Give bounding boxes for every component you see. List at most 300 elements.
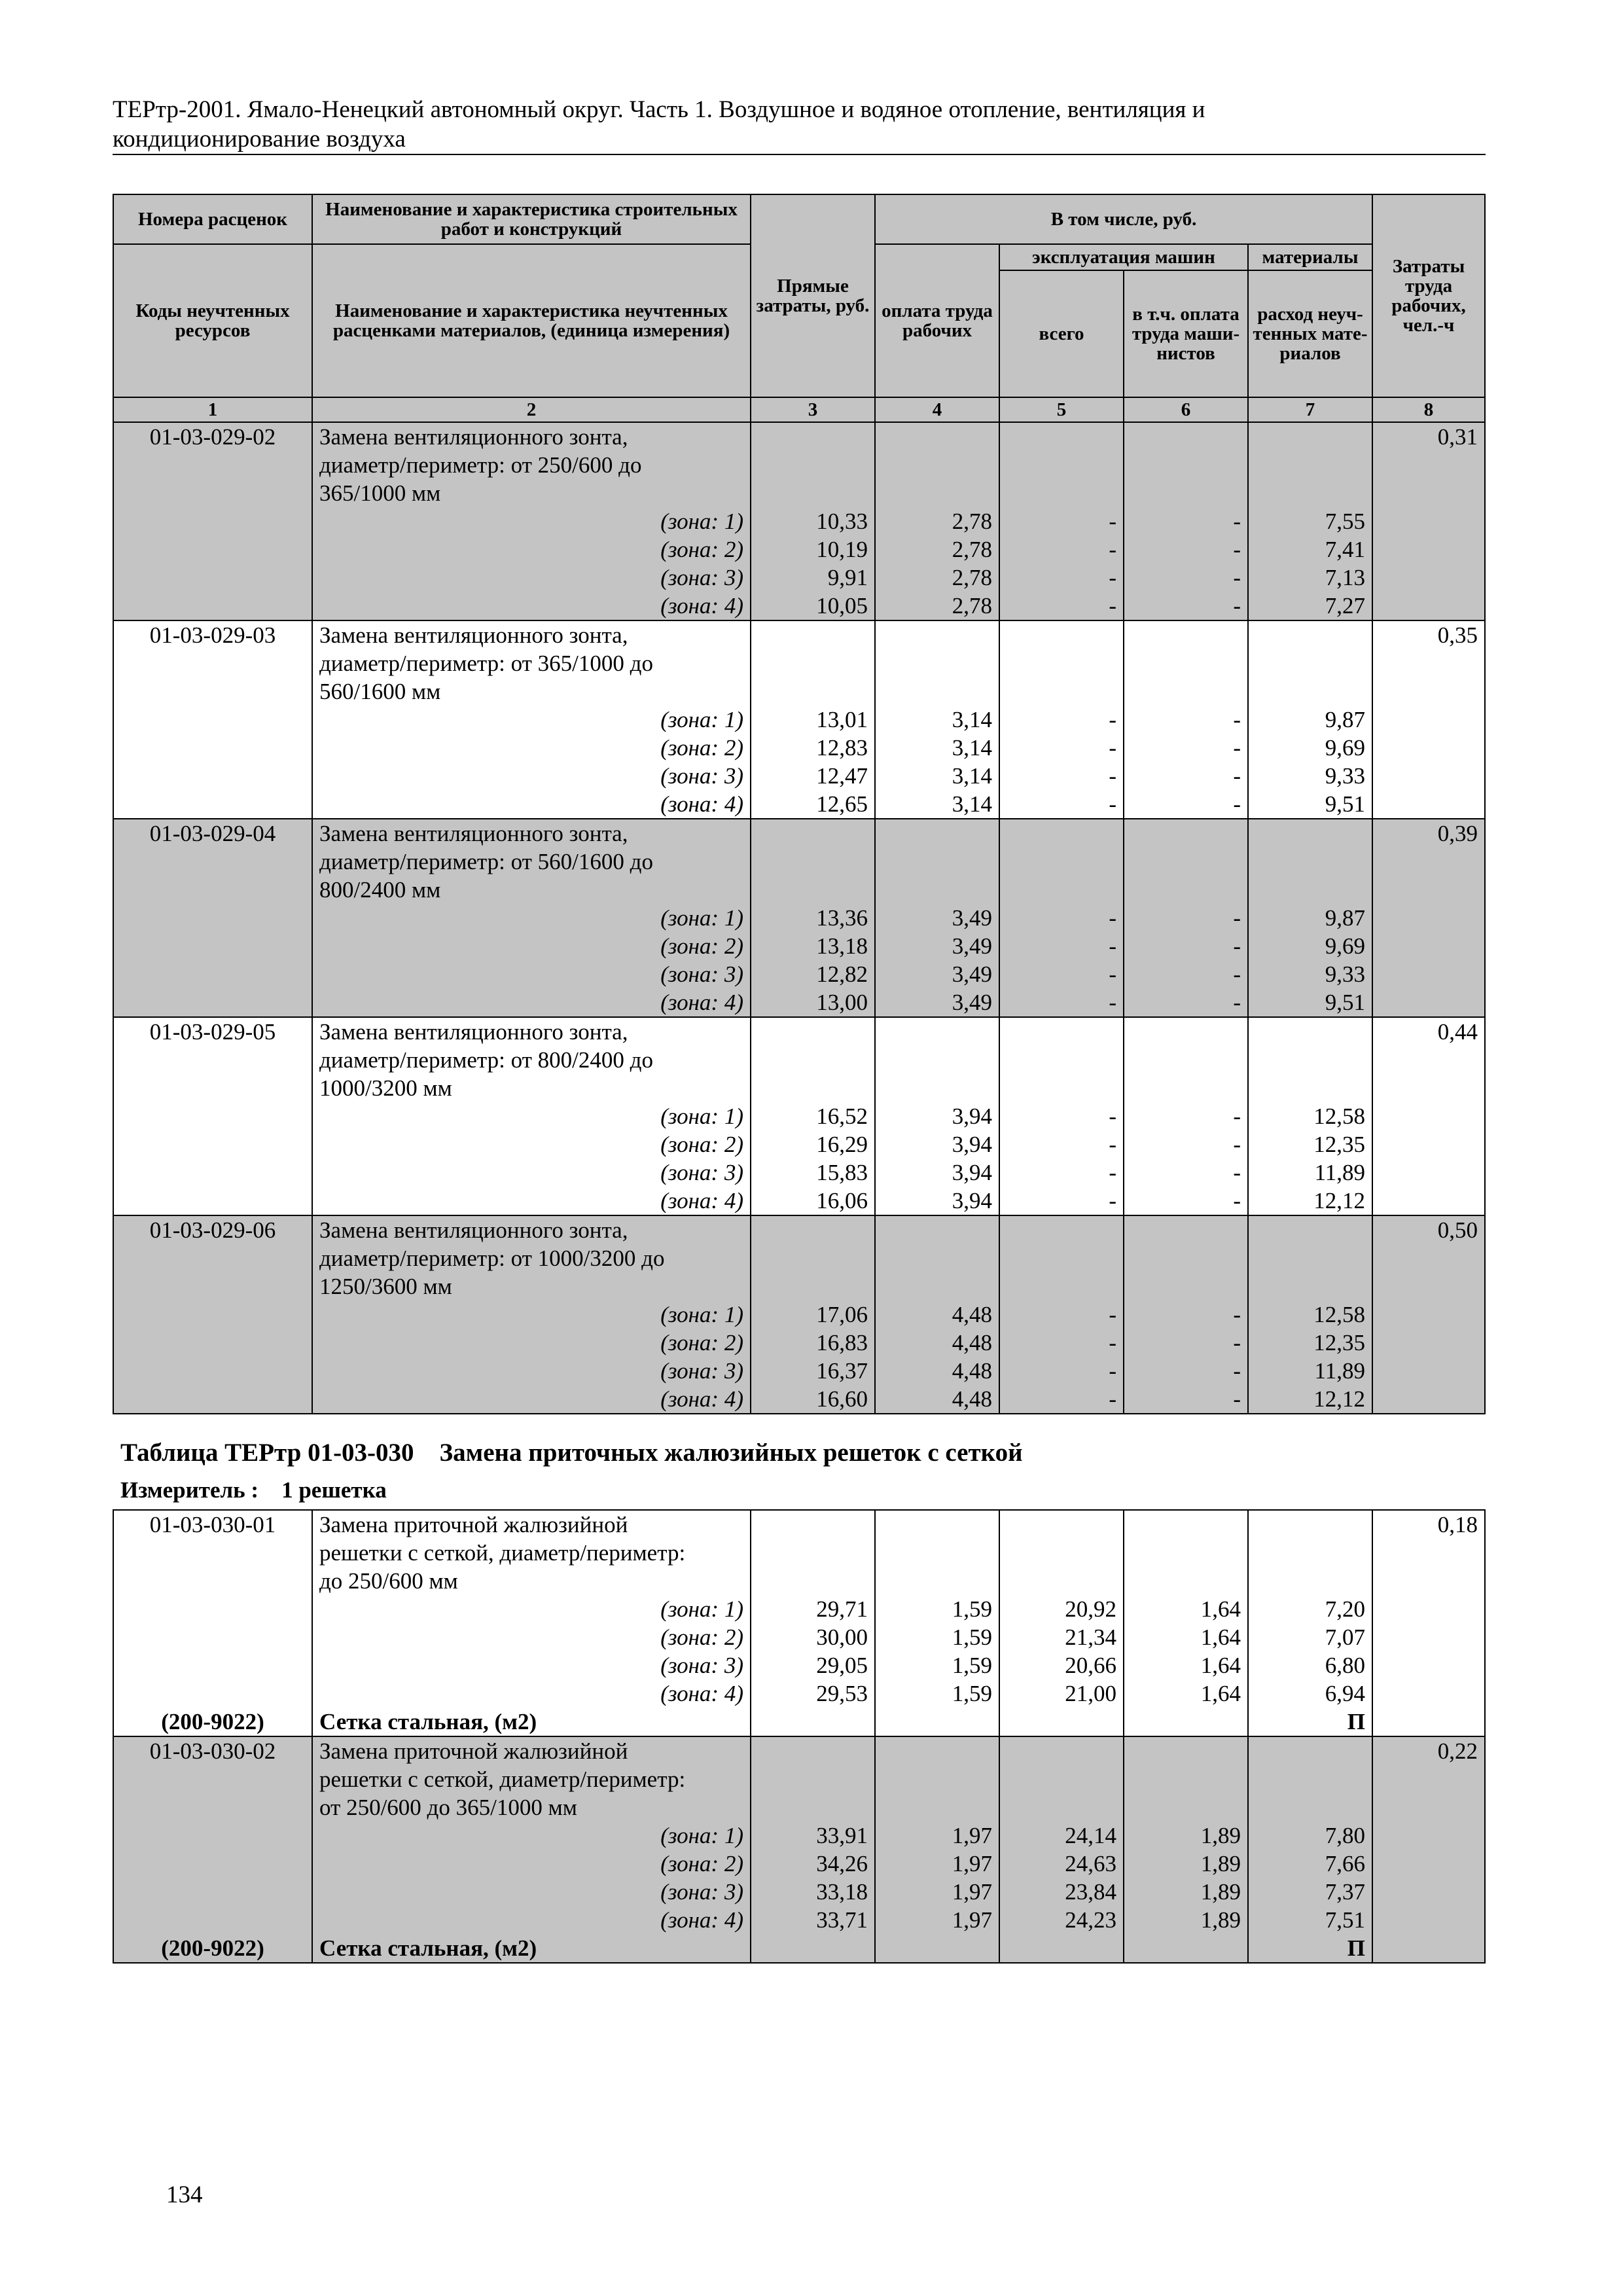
table-cell <box>1372 1623 1485 1651</box>
table-cell <box>1372 1595 1485 1623</box>
direct-cost: 30,00 <box>751 1623 875 1651</box>
table-cell <box>1372 592 1485 620</box>
table-cell <box>1372 1765 1485 1793</box>
workers-pay: 3,49 <box>875 904 999 932</box>
table-cell <box>113 1651 312 1679</box>
table-body <box>113 1510 1485 1963</box>
table-cell <box>999 1736 1124 1765</box>
zone-label: (зона: 3) <box>312 1357 751 1385</box>
direct-cost: 33,71 <box>751 1906 875 1934</box>
zone-label: (зона: 4) <box>312 988 751 1017</box>
workers-pay: 3,14 <box>875 762 999 790</box>
page-header <box>113 95 1486 155</box>
table-cell <box>1372 649 1485 677</box>
table-cell <box>1372 1567 1485 1595</box>
table-cell <box>1372 1708 1485 1736</box>
table-cell <box>113 1850 312 1878</box>
table-cell <box>1372 1850 1485 1878</box>
rate-name: Замена вентиляционного зонта, <box>312 422 751 451</box>
zone-label: (зона: 3) <box>312 960 751 988</box>
table-cell <box>1372 1300 1485 1329</box>
zone-label: (зона: 2) <box>312 1623 751 1651</box>
table-cell <box>113 904 312 932</box>
table-row <box>113 1793 1485 1821</box>
direct-cost: 13,00 <box>751 988 875 1017</box>
materials-cost: 9,33 <box>1248 762 1372 790</box>
table-cell <box>113 988 312 1017</box>
machine-cost: - <box>999 535 1124 564</box>
zone-row <box>113 790 1485 819</box>
machine-cost: - <box>999 507 1124 535</box>
direct-cost: 29,05 <box>751 1651 875 1679</box>
table-cell <box>751 422 875 451</box>
machine-cost: - <box>999 1385 1124 1414</box>
table-cell <box>1124 1736 1248 1765</box>
materials-cost: 12,35 <box>1248 1130 1372 1158</box>
direct-cost: 33,18 <box>751 1878 875 1906</box>
table-cell <box>999 876 1124 904</box>
zone-row <box>113 1300 1485 1329</box>
table-cell <box>1372 1539 1485 1567</box>
direct-cost: 13,36 <box>751 904 875 932</box>
labor-cost: 0,31 <box>1372 422 1485 451</box>
table-title: Таблица ТЕРтр 01-03-030 Замена приточных жалюзийных решеток с сеткой <box>120 1439 1023 1467</box>
table-cell <box>751 1793 875 1821</box>
header-resource-codes: Коды неучтенных ресурсов <box>113 244 312 397</box>
workers-pay: 1,97 <box>875 1906 999 1934</box>
materials-cost: 12,35 <box>1248 1329 1372 1357</box>
machinist-pay: - <box>1124 1187 1248 1215</box>
workers-pay: 1,59 <box>875 1651 999 1679</box>
table-cell <box>1372 706 1485 734</box>
table-cell <box>1248 451 1372 479</box>
table-cell <box>1248 1539 1372 1567</box>
zone-label: (зона: 3) <box>312 762 751 790</box>
header-workers-pay: оплата труда рабочих <box>875 244 999 397</box>
table-cell <box>1372 762 1485 790</box>
direct-cost: 15,83 <box>751 1158 875 1187</box>
zone-row <box>113 988 1485 1017</box>
direct-cost: 12,82 <box>751 960 875 988</box>
workers-pay: 2,78 <box>875 592 999 620</box>
table-cell <box>751 1215 875 1244</box>
header-unaccounted-materials: расход неуч-тенных мате-риалов <box>1248 270 1372 397</box>
header-material-name: Наименование и характеристика неучтенных расценками материалов, (единица измерения) <box>312 244 751 397</box>
table-cell <box>113 1074 312 1102</box>
materials-cost: 6,94 <box>1248 1679 1372 1708</box>
table-cell <box>875 422 999 451</box>
workers-pay: 3,94 <box>875 1187 999 1215</box>
header-work-name: Наименование и характеристика строительных работ и конструкций <box>312 194 751 244</box>
table-cell <box>1372 451 1485 479</box>
table-cell <box>1124 848 1248 876</box>
table-cell <box>1372 1244 1485 1272</box>
table-cell <box>1124 876 1248 904</box>
machine-cost: 24,23 <box>999 1906 1124 1934</box>
table-cell <box>875 677 999 706</box>
table-cell <box>113 1102 312 1130</box>
labor-cost: 0,39 <box>1372 819 1485 848</box>
table-row <box>113 1765 1485 1793</box>
zone-label: (зона: 2) <box>312 1850 751 1878</box>
zone-row <box>113 1651 1485 1679</box>
table-cell <box>1248 876 1372 904</box>
zone-label: (зона: 1) <box>312 1300 751 1329</box>
table-cell <box>1124 1708 1248 1736</box>
zone-row <box>113 535 1485 564</box>
table-cell <box>1372 507 1485 535</box>
zone-row <box>113 1878 1485 1906</box>
materials-cost: 6,80 <box>1248 1651 1372 1679</box>
rate-name: решетки с сеткой, диаметр/периметр: <box>312 1765 751 1793</box>
materials-cost: 9,51 <box>1248 988 1372 1017</box>
direct-cost: 16,83 <box>751 1329 875 1357</box>
table-cell <box>1124 677 1248 706</box>
table-cell <box>751 1046 875 1074</box>
table-cell <box>1248 620 1372 649</box>
table-row <box>113 649 1485 677</box>
table-cell <box>113 1765 312 1793</box>
materials-cost: 12,58 <box>1248 1102 1372 1130</box>
table-cell <box>113 1623 312 1651</box>
machinist-pay: - <box>1124 535 1248 564</box>
table-row <box>113 1215 1485 1244</box>
rate-name: 560/1600 мм <box>312 677 751 706</box>
table-cell <box>999 1272 1124 1300</box>
table-cell <box>1372 848 1485 876</box>
table-cell <box>1248 422 1372 451</box>
direct-cost: 13,01 <box>751 706 875 734</box>
table-cell <box>1372 1102 1485 1130</box>
machinist-pay: - <box>1124 1130 1248 1158</box>
table-cell <box>1124 1510 1248 1539</box>
labor-cost: 0,35 <box>1372 620 1485 649</box>
machinist-pay: - <box>1124 790 1248 819</box>
table-row <box>113 677 1485 706</box>
direct-cost: 16,29 <box>751 1130 875 1158</box>
zone-label: (зона: 3) <box>312 1878 751 1906</box>
header-line-1: ТЕРтр-2001. Ямало-Ненецкий автономный округ. Часть 1. Воздушное и водяное отопление, вентиляция и <box>113 96 1205 123</box>
table-cell <box>113 564 312 592</box>
table-cell <box>999 1074 1124 1102</box>
table-row <box>113 1244 1485 1272</box>
table-cell <box>1248 1510 1372 1539</box>
zone-row <box>113 1385 1485 1414</box>
table-cell <box>1248 1272 1372 1300</box>
rate-name: диаметр/периметр: от 800/2400 до <box>312 1046 751 1074</box>
workers-pay: 1,97 <box>875 1850 999 1878</box>
table-cell <box>1248 649 1372 677</box>
table-cell <box>113 1567 312 1595</box>
table-cell <box>113 479 312 507</box>
zone-label: (зона: 1) <box>312 1102 751 1130</box>
workers-pay: 3,14 <box>875 790 999 819</box>
workers-pay: 1,59 <box>875 1679 999 1708</box>
header-materials: материалы <box>1248 244 1372 270</box>
table-cell <box>1372 1906 1485 1934</box>
machinist-pay: - <box>1124 762 1248 790</box>
table-cell <box>751 848 875 876</box>
table-cell <box>1124 1272 1248 1300</box>
zone-row <box>113 1187 1485 1215</box>
machine-cost: 20,92 <box>999 1595 1124 1623</box>
table-row <box>113 479 1485 507</box>
table-cell <box>113 507 312 535</box>
rate-code: 01-03-030-01 <box>113 1510 312 1539</box>
workers-pay: 2,78 <box>875 507 999 535</box>
table-cell <box>1372 1187 1485 1215</box>
table-cell <box>1248 1046 1372 1074</box>
table-row <box>113 1736 1485 1765</box>
table-cell <box>751 1567 875 1595</box>
table-cell <box>999 1567 1124 1595</box>
table-cell <box>1372 1385 1485 1414</box>
table-cell <box>1372 1272 1485 1300</box>
machinist-pay: 1,64 <box>1124 1651 1248 1679</box>
workers-pay: 4,48 <box>875 1329 999 1357</box>
table-cell <box>1248 848 1372 876</box>
machine-cost: - <box>999 1158 1124 1187</box>
table-cell <box>1372 988 1485 1017</box>
zone-label: (зона: 2) <box>312 734 751 762</box>
table-cell <box>875 1793 999 1821</box>
zone-row <box>113 564 1485 592</box>
table-cell <box>1372 677 1485 706</box>
zone-label: (зона: 4) <box>312 790 751 819</box>
table-cell <box>113 1300 312 1329</box>
table-cell <box>1124 1934 1248 1963</box>
materials-cost: 11,89 <box>1248 1357 1372 1385</box>
machinist-pay: 1,64 <box>1124 1595 1248 1623</box>
direct-cost: 10,19 <box>751 535 875 564</box>
column-number: 2 <box>312 397 751 422</box>
direct-cost: 12,65 <box>751 790 875 819</box>
machinist-pay: 1,64 <box>1124 1623 1248 1651</box>
table-cell <box>875 848 999 876</box>
machine-cost: - <box>999 592 1124 620</box>
zone-row <box>113 1679 1485 1708</box>
header-including: В том числе, руб. <box>875 194 1372 244</box>
column-number: 4 <box>875 397 999 422</box>
rates-table <box>113 194 1486 1414</box>
table-cell <box>113 1539 312 1567</box>
machine-cost: 21,00 <box>999 1679 1124 1708</box>
table-row <box>113 1272 1485 1300</box>
table-cell <box>999 479 1124 507</box>
table-cell <box>875 1736 999 1765</box>
table-row <box>113 876 1485 904</box>
direct-cost: 29,53 <box>751 1679 875 1708</box>
table-cell <box>1248 1244 1372 1272</box>
workers-pay: 3,94 <box>875 1102 999 1130</box>
resource-name: Сетка стальная, (м2) <box>312 1708 751 1736</box>
machinist-pay: - <box>1124 988 1248 1017</box>
table-cell <box>875 620 999 649</box>
table-cell <box>875 1046 999 1074</box>
table-cell <box>113 1187 312 1215</box>
column-number: 7 <box>1248 397 1372 422</box>
table-row <box>113 1074 1485 1102</box>
table-cell <box>999 649 1124 677</box>
table-cell <box>113 932 312 960</box>
machine-cost: 23,84 <box>999 1878 1124 1906</box>
materials-cost: 12,58 <box>1248 1300 1372 1329</box>
zone-row <box>113 507 1485 535</box>
table-cell <box>1124 649 1248 677</box>
zone-row <box>113 1850 1485 1878</box>
table-cell <box>875 1074 999 1102</box>
materials-cost: 7,07 <box>1248 1623 1372 1651</box>
zone-row <box>113 592 1485 620</box>
table-cell <box>113 734 312 762</box>
machine-cost: - <box>999 762 1124 790</box>
table-cell <box>1248 1074 1372 1102</box>
machine-cost: - <box>999 932 1124 960</box>
header-labor-costs: Затраты труда рабочих, чел.-ч <box>1372 194 1485 397</box>
table-cell <box>1372 1793 1485 1821</box>
table-cell <box>999 848 1124 876</box>
zone-label: (зона: 3) <box>312 1651 751 1679</box>
zone-row <box>113 1102 1485 1130</box>
table-cell <box>1372 1679 1485 1708</box>
table-cell <box>1372 1074 1485 1102</box>
direct-cost: 34,26 <box>751 1850 875 1878</box>
table-cell <box>875 649 999 677</box>
table-cell <box>113 677 312 706</box>
table-cell <box>1124 819 1248 848</box>
materials-cost: 9,87 <box>1248 706 1372 734</box>
measure-unit <box>120 1477 387 1504</box>
resource-row <box>113 1934 1485 1963</box>
zone-row <box>113 1329 1485 1357</box>
machine-cost: - <box>999 1300 1124 1329</box>
header-direct-costs: Прямые затраты, руб. <box>751 194 875 397</box>
workers-pay: 1,97 <box>875 1878 999 1906</box>
machine-cost: - <box>999 790 1124 819</box>
table-cell <box>999 819 1124 848</box>
machine-cost: 20,66 <box>999 1651 1124 1679</box>
table-cell <box>999 1793 1124 1821</box>
table-row <box>113 620 1485 649</box>
table-cell <box>999 1017 1124 1046</box>
table-cell <box>113 706 312 734</box>
direct-cost: 12,83 <box>751 734 875 762</box>
table-cell <box>1124 1074 1248 1102</box>
machinist-pay: - <box>1124 706 1248 734</box>
workers-pay: 1,59 <box>875 1595 999 1623</box>
materials-cost: 7,37 <box>1248 1878 1372 1906</box>
table-cell <box>1124 1567 1248 1595</box>
zone-row <box>113 1821 1485 1850</box>
machinist-pay: - <box>1124 507 1248 535</box>
resource-mark: П <box>1248 1934 1372 1963</box>
zone-row <box>113 960 1485 988</box>
table-cell <box>113 592 312 620</box>
table-cell <box>113 1244 312 1272</box>
labor-cost: 0,50 <box>1372 1215 1485 1244</box>
machine-cost: - <box>999 706 1124 734</box>
direct-cost: 16,37 <box>751 1357 875 1385</box>
machinist-pay: - <box>1124 960 1248 988</box>
materials-cost: 9,33 <box>1248 960 1372 988</box>
workers-pay: 3,49 <box>875 960 999 988</box>
rate-name: диаметр/периметр: от 560/1600 до <box>312 848 751 876</box>
zone-row <box>113 762 1485 790</box>
table-cell <box>1372 1821 1485 1850</box>
machinist-pay: 1,89 <box>1124 1906 1248 1934</box>
table-cell <box>999 1934 1124 1963</box>
direct-cost: 12,47 <box>751 762 875 790</box>
direct-cost: 9,91 <box>751 564 875 592</box>
table-row <box>113 1510 1485 1539</box>
machinist-pay: 1,89 <box>1124 1878 1248 1906</box>
resource-name: Сетка стальная, (м2) <box>312 1934 751 1963</box>
table-cell <box>1248 819 1372 848</box>
table-cell <box>875 1244 999 1272</box>
table-cell <box>751 1017 875 1046</box>
zone-row <box>113 1623 1485 1651</box>
table-cell <box>1372 960 1485 988</box>
zone-label: (зона: 4) <box>312 1906 751 1934</box>
table-cell <box>1248 1567 1372 1595</box>
table-cell <box>1248 1736 1372 1765</box>
machine-cost: 21,34 <box>999 1623 1124 1651</box>
materials-cost: 7,13 <box>1248 564 1372 592</box>
machinist-pay: - <box>1124 564 1248 592</box>
zone-row <box>113 1130 1485 1158</box>
table-cell <box>999 1765 1124 1793</box>
header-machine-total: всего <box>999 270 1124 397</box>
table-cell <box>1124 1046 1248 1074</box>
workers-pay: 3,49 <box>875 988 999 1017</box>
direct-cost: 10,05 <box>751 592 875 620</box>
column-number: 3 <box>751 397 875 422</box>
machinist-pay: - <box>1124 1102 1248 1130</box>
machinist-pay: - <box>1124 592 1248 620</box>
rate-name: 800/2400 мм <box>312 876 751 904</box>
direct-cost: 16,60 <box>751 1385 875 1414</box>
table-cell <box>999 1046 1124 1074</box>
table-cell <box>1248 479 1372 507</box>
table-cell <box>113 1158 312 1187</box>
table-cell <box>751 819 875 848</box>
machinist-pay: 1,89 <box>1124 1821 1248 1850</box>
table-cell <box>751 1934 875 1963</box>
table-cell <box>751 1074 875 1102</box>
zone-label: (зона: 4) <box>312 1679 751 1708</box>
rate-code: 01-03-029-04 <box>113 819 312 848</box>
resource-code: (200-9022) <box>113 1708 312 1736</box>
table-cell <box>751 479 875 507</box>
table-row <box>113 1567 1485 1595</box>
header-machinist-pay: в т.ч. оплата труда маши-нистов <box>1124 270 1248 397</box>
materials-cost: 9,87 <box>1248 904 1372 932</box>
machine-cost: 24,63 <box>999 1850 1124 1878</box>
table-cell <box>751 649 875 677</box>
materials-cost: 9,51 <box>1248 790 1372 819</box>
table-cell <box>1372 876 1485 904</box>
materials-cost: 12,12 <box>1248 1385 1372 1414</box>
table-cell <box>113 1130 312 1158</box>
rate-code: 01-03-029-05 <box>113 1017 312 1046</box>
table-cell <box>113 649 312 677</box>
direct-cost: 33,91 <box>751 1821 875 1850</box>
measure-label: Измеритель : <box>120 1477 259 1503</box>
table-cell <box>113 1793 312 1821</box>
machine-cost: - <box>999 1329 1124 1357</box>
resource-mark: П <box>1248 1708 1372 1736</box>
rate-name: до 250/600 мм <box>312 1567 751 1595</box>
